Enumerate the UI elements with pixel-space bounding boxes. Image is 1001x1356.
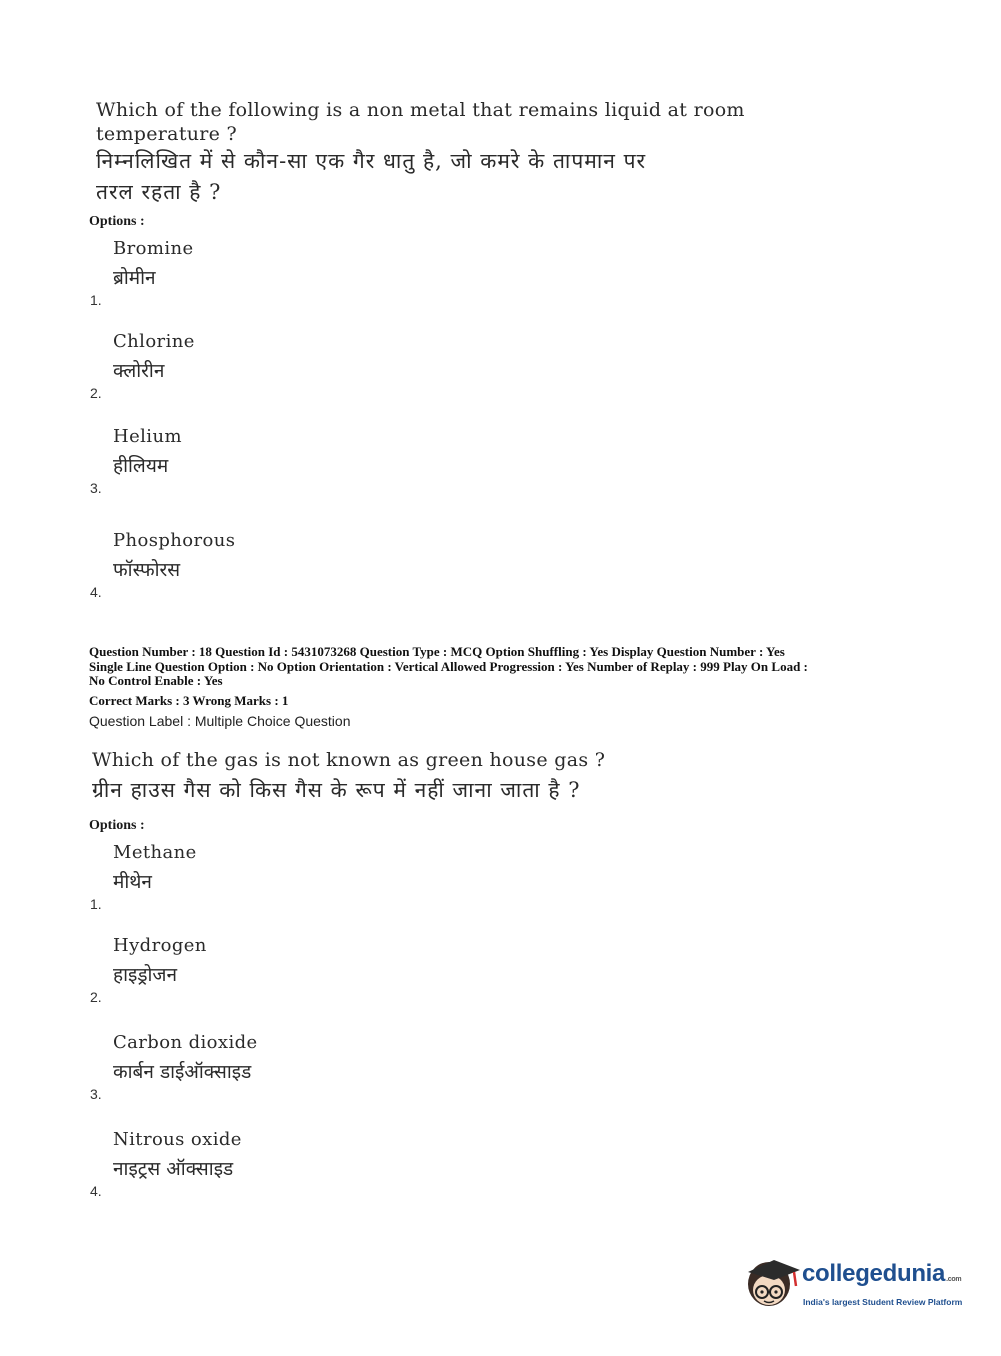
option-number: 4. [90, 1183, 102, 1199]
question-18-option-1[interactable] [89, 842, 489, 912]
question-18-hi: ग्रीन हाउस गैस को किस गैस के रूप में नहीं जाना जाता है ? [92, 778, 581, 802]
question-17-en-line2: temperature ? [96, 123, 238, 145]
question-18-options-label: Options : [89, 818, 145, 833]
question-18-option-2[interactable] [89, 935, 489, 1005]
question-18-metadata [89, 645, 919, 689]
question-17-text [96, 98, 745, 208]
option-hi: हाइड्रोजन [113, 964, 178, 986]
option-number: 3. [90, 1086, 102, 1102]
option-hi: हीलियम [113, 455, 169, 477]
question-17-option-3[interactable] [89, 426, 489, 496]
logo-tagline: India's largest Student Review Platform [803, 1297, 963, 1307]
question-18-marks: Correct Marks : 3 Wrong Marks : 1 [89, 693, 289, 708]
question-17-option-4[interactable] [89, 530, 489, 600]
mascot-icon [742, 1250, 804, 1312]
option-number: 1. [90, 292, 102, 308]
question-18-label: Question Label : Multiple Choice Question [89, 713, 351, 729]
metadata-line-2: Single Line Question Option : No Option Orientation : Vertical Allowed Progression : Yes Number of Replay : 999 Play On Load : [89, 658, 808, 674]
question-17-option-1[interactable] [89, 238, 489, 308]
option-en: Hydrogen [113, 935, 207, 956]
option-en: Nitrous oxide [113, 1129, 242, 1150]
question-17-options-label: Options : [89, 214, 145, 229]
logo-dotcom: .com [946, 1276, 962, 1283]
option-number: 4. [90, 584, 102, 600]
option-hi: क्लोरीन [113, 360, 165, 382]
metadata-line-1: Question Number : 18 Question Id : 5431073268 Question Type : MCQ Option Shuffling : Yes Display Question Number : Yes [89, 644, 785, 659]
option-en: Carbon dioxide [113, 1032, 258, 1053]
option-en: Methane [113, 842, 197, 863]
option-hi: फॉस्फोरस [113, 559, 181, 581]
option-en: Phosphorous [113, 530, 236, 551]
collegedunia-logo [742, 1250, 972, 1320]
question-18-option-3[interactable] [89, 1032, 489, 1102]
metadata-line-3: No Control Enable : Yes [89, 673, 223, 688]
option-en: Helium [113, 426, 182, 447]
option-hi: कार्बन डाईऑक्साइड [113, 1061, 252, 1083]
option-number: 2. [90, 385, 102, 401]
option-hi: मीथेन [113, 871, 152, 893]
logo-brand [802, 1260, 961, 1288]
question-17-hi-line2: तरल रहता है ? [96, 180, 222, 204]
option-hi: ब्रोमीन [113, 267, 156, 289]
question-18-en: Which of the gas is not known as green house gas ? [92, 749, 606, 771]
option-number: 2. [90, 989, 102, 1005]
question-18-text [92, 748, 605, 806]
question-17-option-2[interactable] [89, 331, 489, 401]
question-17-hi-line1: निम्नलिखित में से कौन-सा एक गैर धातु है, जो कमरे के तापमान पर [96, 149, 647, 173]
option-en: Bromine [113, 238, 194, 259]
option-number: 1. [90, 896, 102, 912]
option-number: 3. [90, 480, 102, 496]
option-hi: नाइट्रस ऑक्साइड [113, 1158, 234, 1180]
question-18-option-4[interactable] [89, 1129, 489, 1199]
question-17-en-line1: Which of the following is a non metal that remains liquid at room [96, 99, 745, 121]
logo-brand-name: collegedunia [802, 1260, 946, 1287]
option-en: Chlorine [113, 331, 195, 352]
